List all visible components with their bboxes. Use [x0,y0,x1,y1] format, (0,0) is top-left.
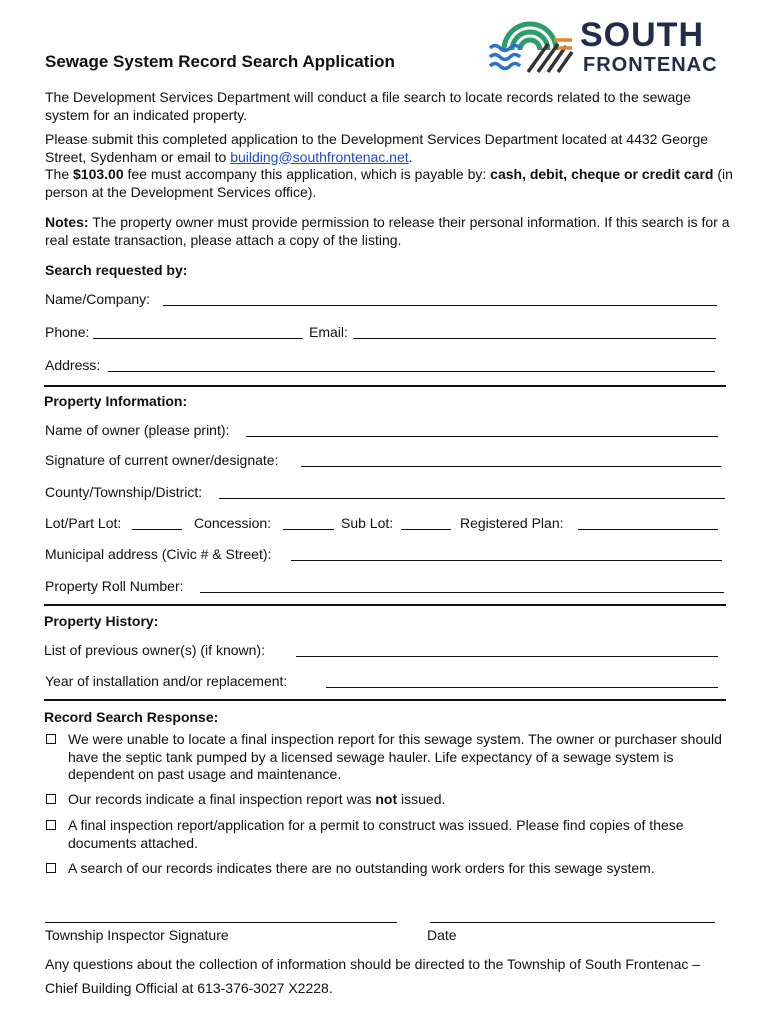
fee-text-2: fee must accompany this application, which is payable by: [123,166,491,182]
email-link[interactable]: building@southfrontenac.net [230,148,409,165]
municipal-address-field[interactable] [291,560,722,561]
municipal-address-label: Municipal address (Civic # & Street): [45,546,272,562]
option-2-text: Our records indicate a final inspection report was [68,791,376,807]
logo-mark-icon [488,10,578,78]
date-field[interactable] [430,922,715,923]
inspector-signature-label: Township Inspector Signature [45,927,229,943]
response-option-3-text: A final inspection report/application for a permit to construct was issued. Please find copies of these documents attached. [68,817,684,851]
south-frontenac-logo [488,10,728,78]
notes-label: Notes: [45,214,89,230]
record-search-response-heading: Record Search Response: [44,709,219,725]
lot-label: Lot/Part Lot: [45,515,122,531]
fee-amount: $103.00 [73,166,124,182]
installation-year-field[interactable] [326,687,718,688]
payment-methods: cash, debit, cheque or credit card [490,166,714,182]
sub-lot-label: Sub Lot: [341,515,394,531]
signature-owner-field[interactable] [301,466,721,467]
search-requested-heading: Search requested by: [45,262,188,278]
property-information-heading: Property Information: [44,393,188,409]
address-label: Address: [45,357,101,373]
response-option-4-checkbox[interactable] [46,863,56,873]
response-option-3-checkbox[interactable] [46,820,56,830]
name-company-label: Name/Company: [45,291,151,307]
phone-field[interactable] [93,338,303,339]
response-option-2-checkbox[interactable] [46,794,56,804]
county-field[interactable] [219,498,725,499]
date-label: Date [427,927,457,943]
registered-plan-label: Registered Plan: [460,515,564,531]
section-divider [44,385,726,387]
roll-number-field[interactable] [200,592,724,593]
name-company-field[interactable] [163,305,717,306]
owner-name-label: Name of owner (please print): [45,422,230,438]
fee-text: The [45,166,74,182]
phone-label: Phone: [45,324,90,340]
response-option-1-checkbox[interactable] [46,734,56,744]
sub-lot-field[interactable] [401,529,451,530]
notes-text: The property owner must provide permission to release their personal information. If this search is for a real estate transaction, please attach a copy of the listing. [45,214,730,248]
option-2-text-end: issued. [397,791,446,807]
response-option-4-text: A search of our records indicates there are no outstanding work orders for this sewage system. [68,860,655,876]
lot-field[interactable] [132,529,182,530]
county-label: County/Township/District: [45,484,203,500]
submit-text-end: . [408,148,413,165]
notes-paragraph [45,214,735,249]
previous-owners-field[interactable] [296,656,718,657]
section-divider [44,604,726,606]
response-option-2-text [68,791,738,809]
response-option-1-text: We were unable to locate a final inspection report for this sewage system. The owner or purchaser should have the septic tank pumped by a licensed sewage hauler. Life expectancy of a sewage system is dependent on past usage and maintenance. [68,731,722,782]
installation-year-label: Year of installation and/or replacement: [45,673,288,689]
address-field[interactable] [108,371,715,372]
concession-label: Concession: [194,515,272,531]
logo-text-south: SOUTH [580,16,704,54]
signature-owner-label: Signature of current owner/designate: [45,452,279,468]
submit-text: Please submit this completed application to the Development Services Department located at 4432 George Street, Sydenham or email to [45,131,709,165]
option-2-bold: not [375,791,398,807]
owner-name-field[interactable] [246,436,718,437]
property-history-heading: Property History: [44,613,159,629]
inspector-signature-field[interactable] [45,922,397,923]
page-title: Sewage System Record Search Application [45,52,395,71]
intro-paragraph: The Development Services Department will conduct a file search to locate records related to the sewage system for an indicated property. [45,89,691,123]
fee-text-3: (in person at the Development Services office). [45,166,733,200]
previous-owners-label: List of previous owner(s) (if known): [44,642,265,658]
registered-plan-field[interactable] [578,529,718,530]
contact-paragraph: Any questions about the collection of information should be directed to the Township of South Frontenac – Chief Building Official at 613-376-3027 X2228. [45,956,701,996]
submit-paragraph [45,131,735,201]
concession-field[interactable] [283,529,334,530]
logo-text-frontenac: FRONTENAC [583,54,718,76]
roll-number-label: Property Roll Number: [45,578,184,594]
section-divider [44,699,726,701]
email-field[interactable] [353,338,716,339]
email-label: Email: [309,324,348,340]
